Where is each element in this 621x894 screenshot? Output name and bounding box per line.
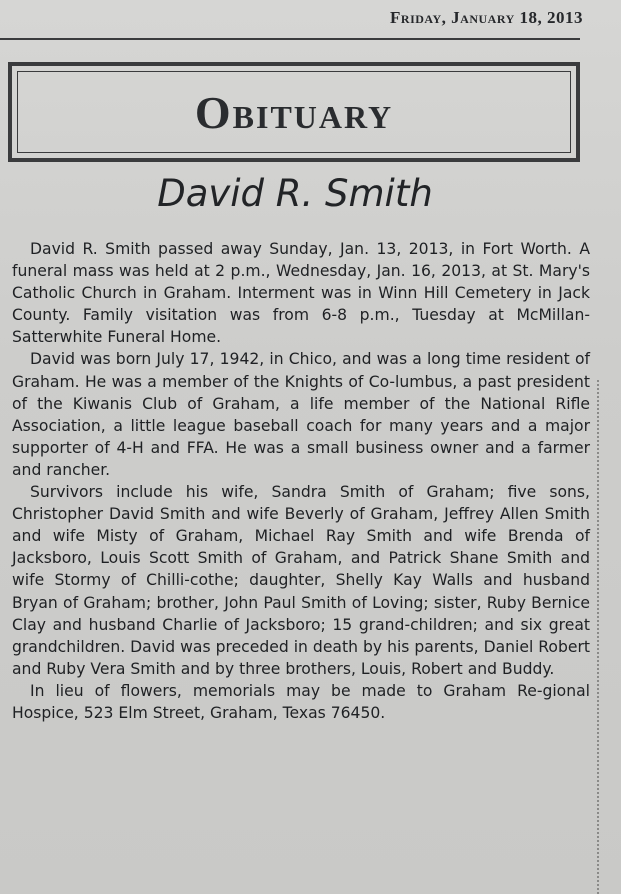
column-fold-line xyxy=(597,380,601,894)
section-header-inner-frame xyxy=(17,71,571,153)
paragraph-services: David R. Smith passed away Sunday, Jan. 13, 2013, in Fort Worth. A funeral mass was held at 2 p.m., Wednesday, Jan. 16, 2013, at St. Mary's Catholic Church in Graham. Interment was in Winn Hill Cemetery in Jack County. Family visitation was from 6-8 p.m., Tuesday at McMillan-Satterwhite Funeral Home. xyxy=(12,240,590,347)
paragraph-memorials: In lieu of flowers, memorials may be made to Graham Re-gional Hospice, 523 Elm Street, Graham, Texas 76450. xyxy=(12,681,590,722)
paragraph-survivors: Survivors include his wife, Sandra Smith of Graham; five sons, Christopher David Smith and wife Beverly of Graham, Jeffrey Allen Smith and wife Misty of Graham, Michael Ray Smith and wife Brenda of Jacksboro, Louis Scott Smith of Graham, and Patrick Shane Smith and wife Stormy of Chilli-cothe; daughter, Shelly Kay Walls and husband Bryan of Graham; brother, John Paul Smith of Loving; sister, Ruby Bernice Clay and husband Charlie of Jacksboro; 15 grand-children; and six great grandchildren. David was preceded in death by his parents, Daniel Robert and Ruby Vera Smith and by three brothers, Louis, Robert and Buddy. xyxy=(12,483,590,678)
section-header-box xyxy=(8,62,580,162)
top-rule xyxy=(0,38,580,40)
obituary-body xyxy=(12,238,590,724)
deceased-name: David R. Smith xyxy=(157,172,433,215)
section-title: Obituary xyxy=(194,86,394,138)
paragraph-biography: David was born July 17, 1942, in Chico, and was a long time resident of Graham. He was a member of the Knights of Co-lumbus, a past president of the Kiwanis Club of Graham, a life member of the National Rifle Association, a little league baseball coach for many years and a major supporter of 4-H and FFA. He was a small business owner and a farmer and rancher. xyxy=(12,350,590,479)
issue-date: Friday, January 18, 2013 xyxy=(390,8,583,27)
